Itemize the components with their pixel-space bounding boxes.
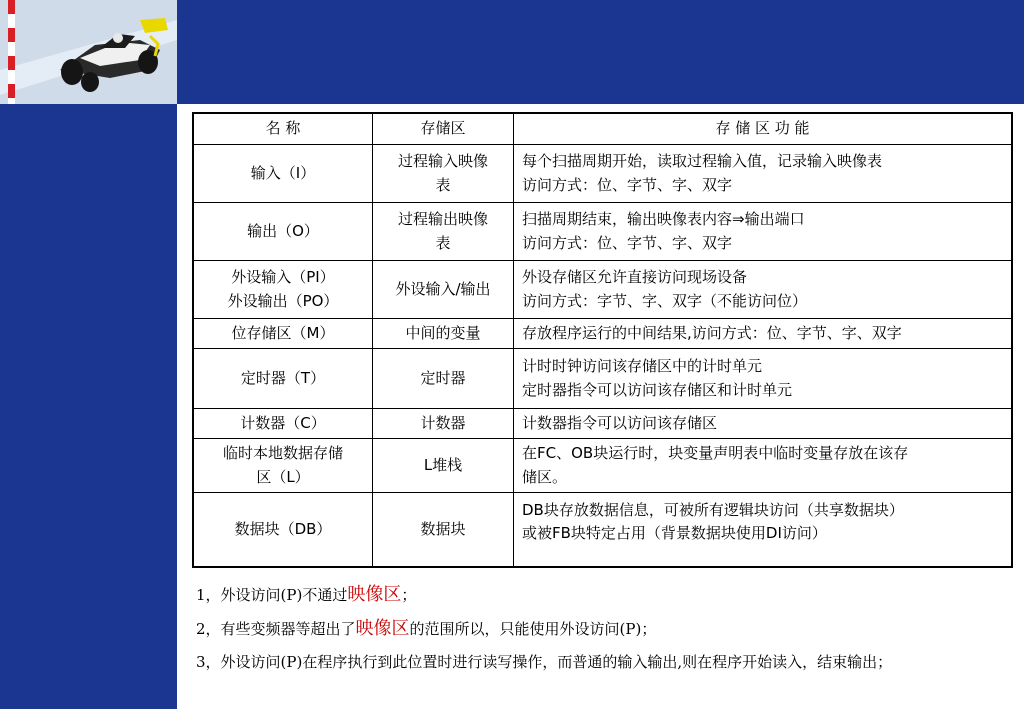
cell-text: 访问方式：位、字节、字、双字 — [522, 233, 733, 252]
cell-text: 过程输入映像 — [397, 152, 488, 171]
cell-area — [373, 409, 514, 439]
cell-text: 数据块（DB） — [234, 519, 332, 538]
cell-text: 计数器（C） — [240, 413, 326, 432]
cell-text: 外设输入（PI） — [231, 268, 335, 287]
cell-function — [514, 439, 1013, 493]
table-row — [193, 439, 1012, 493]
cell-text: 临时本地数据存储 — [222, 444, 343, 463]
note-text: 3，外设访问(P)在程序执行到此位置时进行读写操作，而普通的输入输出,则在程序开始读入，结束输出； — [196, 652, 893, 671]
cell-text: 计数器指令可以访问该存储区 — [522, 413, 718, 432]
logo-image — [0, 0, 177, 104]
note-1 — [196, 583, 986, 607]
cell-text: 在FC、OB块运行时，块变量声明表中临时变量存放在该存 — [522, 444, 909, 463]
race-car-icon — [0, 0, 177, 104]
note-2 — [196, 617, 986, 641]
cell-text: 表 — [435, 233, 451, 252]
header-storage-area: 存储区 — [373, 113, 514, 145]
cell-text: 访问方式：位、字节、字、双字 — [522, 175, 733, 194]
cell-name — [193, 349, 373, 409]
cell-text: 中间的变量 — [405, 323, 481, 342]
cell-area — [373, 349, 514, 409]
cell-text: 表 — [435, 175, 451, 194]
table-row — [193, 203, 1012, 261]
cell-text: 外设存储区允许直接访问现场设备 — [522, 268, 748, 287]
cell-text: 计时时钟访问该存储区中的计时单元 — [522, 357, 763, 376]
note-highlight: 映像区 — [355, 618, 410, 640]
header-bar — [177, 0, 1024, 104]
table-row — [193, 409, 1012, 439]
storage-area-table — [192, 112, 1013, 568]
table-row — [193, 493, 1012, 567]
cell-text: 位存储区（M） — [231, 323, 335, 342]
cell-name — [193, 319, 373, 349]
cell-text: L堆栈 — [423, 455, 463, 474]
cell-text: 每个扫描周期开始，读取过程输入值，记录输入映像表 — [522, 152, 883, 171]
note-text: 的范围所以，只能使用外设访问(P)； — [409, 620, 657, 639]
cell-function — [514, 261, 1013, 319]
cell-text: DB块存放数据信息，可被所有逻辑块访问（共享数据块） — [522, 501, 904, 519]
cell-name — [193, 145, 373, 203]
cell-area — [373, 319, 514, 349]
cell-area — [373, 203, 514, 261]
cell-text: 区（L） — [256, 467, 310, 486]
cell-text: 定时器（T） — [240, 368, 326, 387]
cell-text: 存放程序运行的中间结果,访问方式：位、字节、字、双字 — [522, 323, 902, 342]
cell-text: 储区。 — [522, 467, 568, 486]
cell-name — [193, 439, 373, 493]
cell-text: 过程输出映像 — [397, 210, 488, 229]
note-highlight: 映像区 — [347, 584, 402, 605]
cell-text: 计数器 — [420, 413, 466, 432]
cell-name — [193, 409, 373, 439]
cell-area — [373, 145, 514, 203]
cell-text: 或被FB块特定占用（背景数据块使用DI访问） — [522, 524, 827, 543]
cell-function — [514, 319, 1013, 349]
cell-text: 输入（I） — [250, 163, 316, 182]
note-text: ； — [401, 586, 417, 604]
cell-text: 数据块 — [420, 519, 466, 538]
sidebar-bar — [0, 104, 177, 709]
cell-text: 定时器 — [420, 368, 466, 387]
cell-name — [193, 493, 373, 567]
cell-name — [193, 203, 373, 261]
cell-area — [373, 261, 514, 319]
cell-area — [373, 493, 514, 567]
note-text: 1，外设访问(P)不通过 — [196, 586, 348, 604]
cell-function — [514, 203, 1013, 261]
cell-text: 外设输出（PO） — [227, 291, 339, 310]
header-function: 存 储 区 功 能 — [514, 113, 1013, 145]
cell-text: 外设输入/输出 — [395, 279, 491, 298]
cell-text: 访问方式：字节、字、双字（不能访问位） — [522, 291, 808, 310]
note-text: 2，有些变频器等超出了 — [196, 620, 356, 639]
cell-function — [514, 145, 1013, 203]
cell-text: 输出（O） — [247, 221, 319, 240]
cell-text: 定时器指令可以访问该存储区和计时单元 — [522, 380, 793, 399]
table-row — [193, 319, 1012, 349]
notes-section — [196, 583, 986, 682]
cell-function — [514, 493, 1013, 567]
header-name: 名 称 — [193, 113, 373, 145]
table-header-row — [193, 113, 1012, 145]
table-row — [193, 145, 1012, 203]
cell-area — [373, 439, 514, 493]
table-row — [193, 261, 1012, 319]
cell-function — [514, 409, 1013, 439]
note-3 — [196, 652, 986, 672]
cell-name — [193, 261, 373, 319]
cell-function — [514, 349, 1013, 409]
table-row — [193, 349, 1012, 409]
cell-text: 扫描周期结束，输出映像表内容⇒输出端口 — [522, 210, 805, 229]
